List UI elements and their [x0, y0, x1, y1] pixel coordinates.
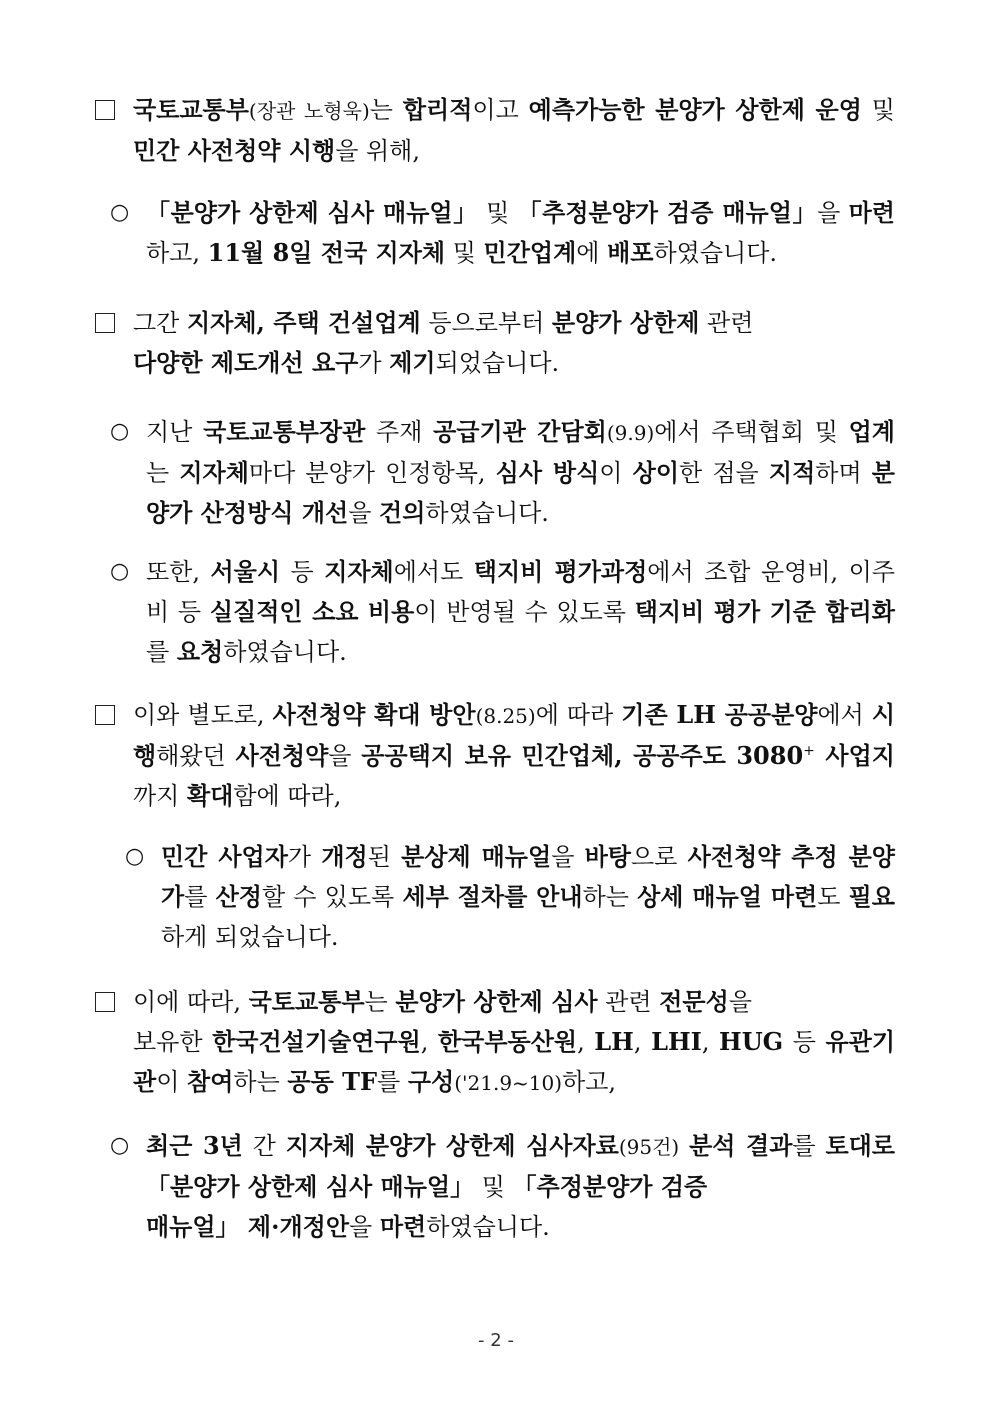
text-segment: 에 따라: [535, 701, 622, 729]
text-segment: 하며: [815, 459, 872, 487]
circle-bullet-icon: ○: [125, 844, 145, 869]
text-segment: 사전청약: [235, 741, 329, 770]
section-text: [95, 303, 895, 383]
section-square-4: [95, 982, 895, 1103]
text-segment: 「분양가 상한제 심사 매뉴얼」: [146, 1172, 475, 1201]
text-segment: 이에 따라,: [133, 988, 249, 1016]
circle-bullet-icon: ○: [110, 1133, 130, 1158]
text-segment: 심사 방식: [495, 458, 600, 487]
text-segment: 등으로부터: [420, 309, 552, 337]
text-segment: 분양가 산정방식 개선: [146, 458, 895, 527]
text-segment: 유관기관: [133, 1027, 896, 1096]
text-segment: 확대: [187, 781, 234, 810]
text-segment: 토대로: [825, 1131, 895, 1160]
text-segment: 지난: [146, 418, 204, 446]
text-segment: 하였습니다.: [223, 638, 347, 666]
section-circle-5: [110, 1126, 895, 1247]
text-segment: 을: [817, 199, 849, 227]
text-segment: 최근 3년: [146, 1131, 243, 1160]
text-segment: 전문성: [659, 987, 729, 1016]
text-segment: 를: [377, 1068, 408, 1096]
text-segment: 공동 TF: [287, 1067, 378, 1096]
text-segment: 가: [287, 843, 322, 871]
text-segment: 11월 8일 전국 지자체: [207, 238, 446, 267]
section-text: [110, 1126, 895, 1247]
text-segment: 사업지: [814, 741, 895, 770]
text-segment: 하였습니다.: [653, 239, 778, 267]
text-segment: 이와 별도로,: [133, 701, 273, 729]
text-segment: 를: [146, 638, 177, 666]
text-segment: 「추정분양가 검증 매뉴얼」: [517, 198, 818, 227]
text-segment: 기존 LH 공공분양: [621, 700, 818, 729]
section-circle-1: [110, 193, 895, 273]
text-segment: 가: [358, 349, 390, 377]
text-segment: 하였습니다.: [426, 1213, 550, 1241]
text-segment: 분상제 매뉴얼: [401, 842, 552, 871]
section-text: [110, 193, 895, 273]
text-segment: 국토교통부: [248, 987, 365, 1016]
text-segment: 을: [728, 988, 752, 1016]
text-segment: 함에 따라,: [233, 782, 342, 810]
text-segment: (9.9): [606, 421, 655, 445]
section-text: [110, 412, 895, 533]
text-segment: 매뉴얼」 제·개정안: [146, 1212, 349, 1241]
section-text: [125, 837, 895, 957]
text-segment: 참여: [187, 1067, 234, 1096]
text-segment: 된: [367, 843, 402, 871]
text-segment: 택지비 평가과정: [473, 557, 648, 586]
text-segment: 지적: [768, 458, 816, 487]
text-segment: 민간 사업자: [161, 842, 288, 871]
text-segment: 등: [280, 558, 325, 586]
text-segment: 한국건설기술연구원: [212, 1027, 421, 1056]
text-segment: 시행: [133, 700, 896, 770]
text-segment: 하고,: [562, 1068, 617, 1096]
text-segment: 하는: [233, 1068, 288, 1096]
square-bullet-icon: [95, 705, 115, 725]
text-segment: 해왔던: [156, 742, 236, 770]
section-text: [110, 552, 895, 672]
text-segment: 제기: [389, 348, 436, 377]
text-segment: 하는: [582, 883, 638, 911]
section-circle-3: [110, 552, 895, 672]
text-segment: 국토교통부장관: [203, 417, 366, 446]
square-bullet-icon: [95, 992, 115, 1012]
text-segment: 으로: [630, 843, 688, 871]
text-segment: 에서 주택협회 및: [654, 418, 849, 446]
text-segment: 상세 매뉴얼 마련: [637, 882, 818, 911]
text-segment: 또한,: [146, 558, 211, 586]
text-segment: 을: [328, 742, 362, 770]
text-segment: (장관 노형욱): [248, 99, 370, 123]
text-segment: 및: [477, 199, 518, 227]
text-segment: 바탕: [584, 842, 631, 871]
text-segment: 이 반영될 수 있도록: [414, 598, 635, 626]
text-segment: 배포: [607, 238, 654, 267]
square-bullet-icon: [95, 100, 115, 120]
text-segment: ,: [701, 1028, 720, 1056]
text-segment: 예측가능한 분양가 상한제 운영: [528, 95, 862, 124]
text-segment: [679, 1132, 689, 1160]
text-segment: 분양가 상한제: [551, 308, 700, 337]
text-segment: (95건): [618, 1135, 680, 1159]
text-segment: 요청: [176, 637, 224, 666]
text-segment: 개정: [321, 842, 368, 871]
text-segment: 간: [242, 1132, 286, 1160]
text-segment: 를: [792, 1132, 826, 1160]
text-segment: ,: [577, 1028, 595, 1056]
text-segment: 까지: [133, 782, 187, 810]
text-segment: 이: [156, 1068, 188, 1096]
text-segment: +: [803, 743, 815, 759]
text-segment: 지자체 분양가 상한제 심사자료: [285, 1131, 619, 1160]
text-segment: LHI: [651, 1027, 702, 1056]
text-segment: 보유한: [133, 1028, 213, 1056]
text-segment: 세부 절차를 안내: [402, 882, 583, 911]
text-segment: 상이: [632, 458, 680, 487]
text-segment: 을 위해,: [335, 137, 420, 165]
text-segment: 사전청약 추정 분양가: [161, 842, 895, 911]
text-segment: 「분양가 상한제 심사 매뉴얼」: [146, 198, 478, 227]
section-text: [95, 90, 895, 171]
text-segment: 하고,: [146, 239, 208, 267]
text-segment: HUG: [719, 1027, 784, 1056]
text-segment: 관련: [699, 309, 754, 337]
text-segment: ,: [633, 1028, 652, 1056]
text-segment: 민간 사전청약 시행: [133, 136, 336, 165]
section-circle-2: [110, 412, 895, 533]
text-segment: 공공택지 보유 민간업체, 공공주도 3080: [361, 741, 804, 770]
text-segment: 지자체, 주택 건설업계: [187, 308, 421, 337]
section-square-2: [95, 303, 895, 383]
text-segment: 및: [445, 239, 484, 267]
text-segment: 공급기관 간담회: [433, 417, 607, 446]
text-segment: 에서: [817, 701, 872, 729]
section-square-1: [95, 90, 895, 171]
text-segment: 업계: [848, 417, 895, 446]
page-number: - 2 -: [478, 1330, 514, 1351]
text-segment: 다양한 제도개선 요구: [133, 348, 359, 377]
text-segment: 도: [817, 883, 849, 911]
text-segment: 되었습니다.: [435, 349, 560, 377]
text-segment: 에서도: [393, 558, 474, 586]
circle-bullet-icon: ○: [110, 419, 130, 444]
text-segment: 그간: [133, 309, 187, 337]
text-segment: 합리적: [402, 95, 473, 124]
text-segment: 마련: [379, 1212, 427, 1241]
text-segment: 서울시: [210, 557, 281, 586]
text-segment: 할 수 있도록: [261, 883, 403, 911]
text-segment: 및: [861, 96, 895, 124]
text-segment: 국토교통부: [133, 95, 249, 124]
text-segment: 산정: [215, 882, 262, 911]
text-segment: 실질적인 소요 비용: [209, 597, 415, 626]
text-segment: 택지비 평가 기준 합리화: [634, 597, 895, 626]
text-segment: 등: [783, 1028, 826, 1056]
text-segment: (8.25): [475, 704, 536, 728]
text-segment: 한국부동산원: [437, 1027, 578, 1056]
text-segment: 을: [551, 843, 585, 871]
text-segment: 분석 결과: [689, 1131, 793, 1160]
text-segment: 필요: [848, 882, 895, 911]
text-segment: 사전청약 확대 방안: [272, 700, 476, 729]
text-segment: ,: [420, 1028, 438, 1056]
text-segment: ('21.9~10): [454, 1071, 563, 1095]
section-square-3: [95, 695, 895, 816]
text-segment: 주재: [365, 418, 434, 446]
text-segment: 을: [348, 499, 380, 527]
text-segment: 건의: [379, 498, 426, 527]
text-segment: LH: [594, 1027, 634, 1056]
text-segment: 이고: [472, 96, 529, 124]
circle-bullet-icon: ○: [110, 200, 130, 225]
text-segment: 구성: [407, 1067, 455, 1096]
text-segment: 을: [349, 1213, 380, 1241]
text-segment: 민간업계: [483, 238, 577, 267]
text-segment: 관련: [597, 988, 660, 1016]
text-segment: 「추정분양가 검증: [512, 1172, 708, 1201]
circle-bullet-icon: ○: [110, 559, 130, 584]
text-segment: 는: [364, 988, 396, 1016]
text-segment: 한 점을: [679, 459, 769, 487]
text-segment: 마련: [848, 198, 895, 227]
text-segment: 는: [146, 459, 180, 487]
section-text: [95, 982, 895, 1103]
text-segment: 지자체: [324, 557, 394, 586]
section-text: [95, 695, 895, 816]
text-segment: 하였습니다.: [425, 499, 549, 527]
section-circle-4: [125, 837, 895, 957]
text-segment: 는: [369, 96, 403, 124]
square-bullet-icon: [95, 313, 115, 333]
text-segment: 지자체: [179, 458, 249, 487]
text-segment: 및: [474, 1173, 513, 1201]
text-segment: 이: [599, 459, 633, 487]
text-segment: 를: [184, 883, 216, 911]
text-segment: 분양가 상한제 심사: [395, 987, 598, 1016]
text-segment: 에서 조합 운영비, 이주비 등: [146, 558, 895, 626]
text-segment: 하게 되었습니다.: [161, 923, 339, 951]
text-segment: 마다 분양가 인정항목,: [248, 459, 496, 487]
text-segment: 에: [576, 239, 608, 267]
